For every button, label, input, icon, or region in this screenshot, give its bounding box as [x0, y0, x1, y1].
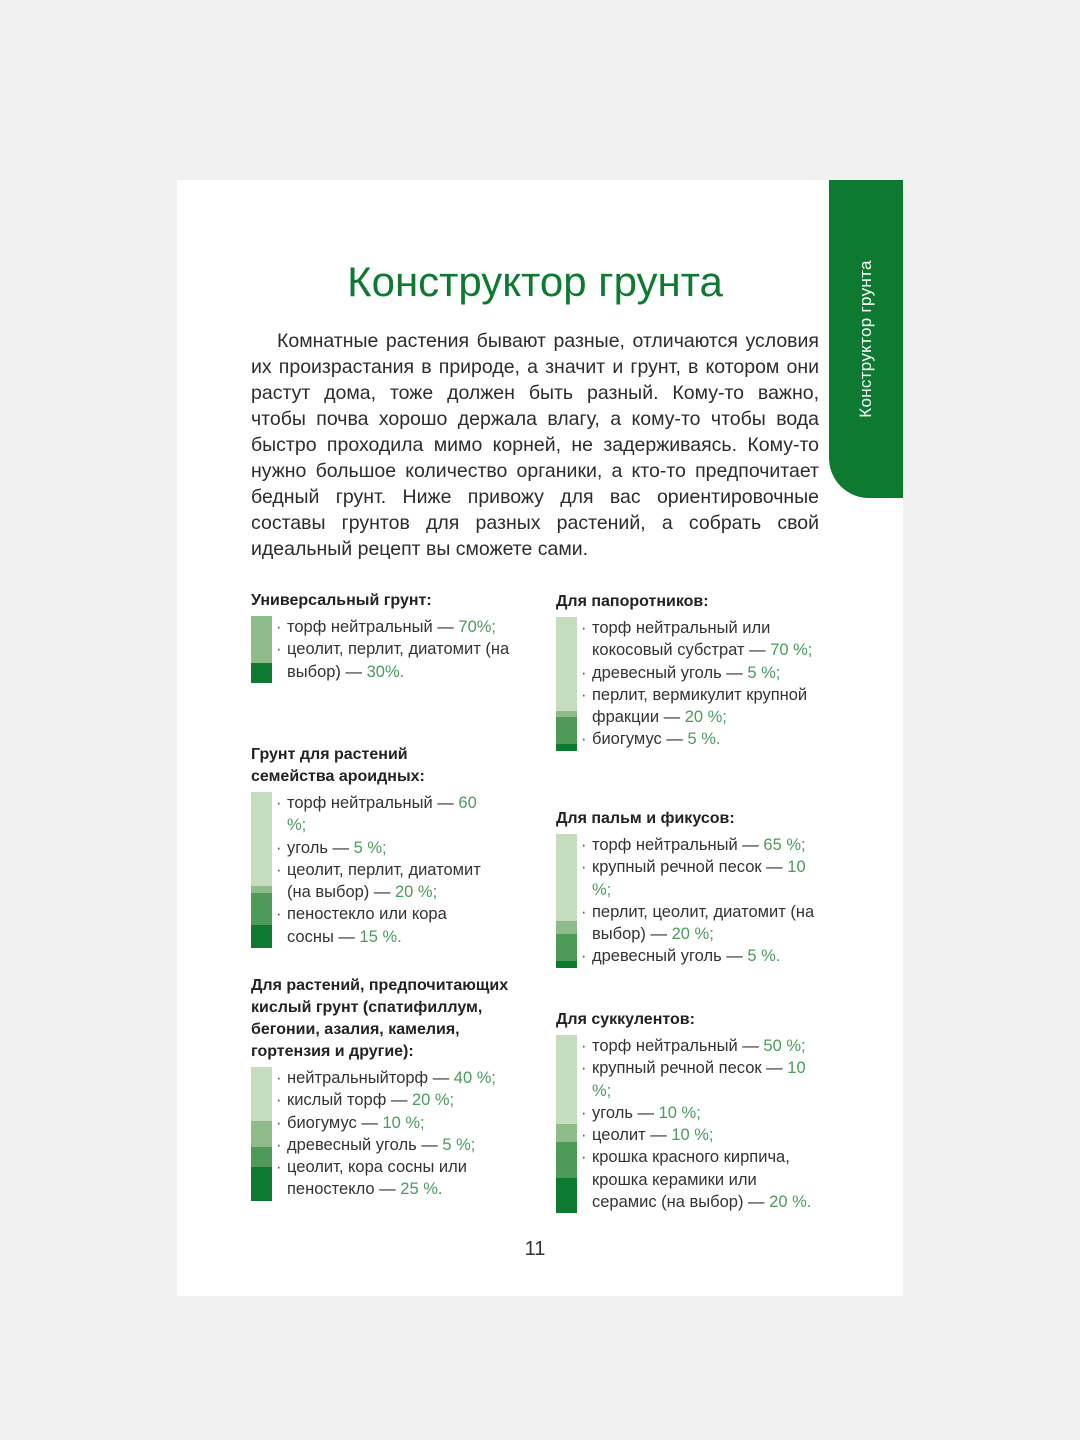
recipe-body [556, 617, 818, 751]
bar-segment [251, 792, 272, 886]
ingredient-item [287, 837, 491, 859]
ingredient-item [287, 792, 491, 837]
recipe-fern [556, 591, 818, 751]
bar-segment [556, 921, 577, 934]
bar-segment [251, 616, 272, 663]
bar-segment [251, 1067, 272, 1121]
bar-segment [556, 961, 577, 968]
ingredient-item [592, 901, 818, 946]
recipe-title: Для папоротников: [556, 593, 709, 610]
bar-segment [556, 1160, 577, 1178]
bar-segment [556, 617, 577, 711]
ingredient-percent: 10 %; [592, 1059, 806, 1100]
ingredient-percent: 10 %; [382, 1113, 425, 1132]
ingredient-text: цеолит, перлит, диатомит (на выбор) — [287, 860, 481, 902]
recipe-body [251, 616, 521, 683]
composition-bar [251, 1067, 272, 1201]
bar-segment [556, 834, 577, 921]
chapter-tab-label: Конструктор грунта [856, 260, 875, 418]
ingredient-item [592, 1124, 824, 1146]
ingredient-item [287, 903, 491, 948]
composition-bar [251, 792, 272, 948]
ingredient-list [592, 617, 818, 751]
ingredient-item [592, 1035, 824, 1057]
bar-segment [556, 1035, 577, 1124]
recipe-body [251, 792, 491, 948]
composition-bar [556, 1035, 577, 1213]
recipe-body [251, 1067, 513, 1201]
ingredient-list [592, 834, 818, 968]
ingredient-percent: 5 %; [353, 838, 387, 857]
ingredient-text: торф нейтральный — [592, 1037, 764, 1055]
bar-segment [556, 711, 577, 718]
ingredient-item [592, 1102, 824, 1124]
ingredient-item [592, 617, 818, 662]
ingredient-text: древесный уголь — [592, 947, 748, 966]
bar-segment [556, 1178, 577, 1214]
ingredient-item [592, 945, 818, 967]
ingredient-item [592, 728, 818, 750]
composition-bar [556, 617, 577, 751]
ingredient-text: древесный уголь — [287, 1135, 443, 1154]
bar-segment [251, 663, 272, 683]
bar-segment [251, 925, 272, 948]
ingredient-percent: 15 %. [359, 927, 402, 946]
ingredient-text: перлит, цеолит, диатомит (на выбор) — [592, 902, 815, 944]
ingredient-text: цеолит, перлит, диатомит (на выбор) — [287, 640, 510, 681]
ingredient-item [592, 1146, 824, 1213]
ingredient-text: цеолит — [592, 1126, 672, 1145]
bar-segment [251, 1147, 272, 1160]
ingredient-list [592, 1035, 824, 1213]
ingredient-percent: 20 %; [411, 1091, 455, 1110]
ingredient-percent: 50 %; [763, 1037, 806, 1055]
bar-segment [556, 717, 577, 744]
ingredient-percent: 70%; [458, 618, 496, 636]
bar-segment [251, 1167, 272, 1200]
recipe-succulent [556, 1009, 824, 1213]
page-number: 11 [524, 1238, 546, 1260]
recipe-title: Для суккулентов: [556, 1011, 695, 1028]
ingredient-percent: 20 %; [671, 925, 714, 944]
ingredient-text: крупный речной песок — [592, 858, 788, 877]
bar-segment [556, 744, 577, 751]
bar-segment [251, 886, 272, 894]
ingredient-item [592, 684, 818, 729]
ingredient-percent: 20 %; [394, 883, 438, 902]
ingredient-text: биогумус — [592, 730, 688, 749]
ingredient-text: крошка красного кирпича, крошка керамики или серамис (на выбор) — [592, 1148, 790, 1212]
recipe-title: Универсальный грунт: [251, 592, 432, 609]
ingredient-item [592, 856, 818, 901]
ingredient-percent: 40 %; [453, 1069, 496, 1087]
ingredient-text: крупный речной песок — [592, 1059, 788, 1078]
ingredient-text: уголь — [592, 1103, 659, 1122]
recipe-universal [251, 590, 521, 683]
ingredient-item [592, 834, 818, 856]
ingredient-percent: 20 %; [684, 708, 727, 727]
recipe-aroid [251, 744, 491, 948]
ingredient-item [287, 859, 491, 904]
bar-segment [251, 893, 272, 924]
ingredient-text: торф нейтральный — [287, 618, 459, 636]
ingredient-text: древесный уголь — [592, 663, 748, 682]
bar-segment [556, 1124, 577, 1142]
recipe-title: Для пальм и фикусов: [556, 810, 735, 827]
recipe-title: Грунт для растений семейства ароидных: [251, 746, 425, 785]
ingredient-list [287, 792, 491, 948]
bar-segment [556, 934, 577, 961]
ingredient-percent: 65 %; [763, 836, 806, 854]
recipe-body [556, 1035, 824, 1213]
intro-paragraph: Комнатные растения бывают разные, отличаются условия их произрастания в природе, а значит и грунт, в котором они растут дома, тоже должен быть разный. Кому-то важно, чтобы почва хорошо держала влагу, а кому-то чтобы вода быстро проходила мимо корней, не задерживаясь. Кому-то нужно большое количество органики, а кто-то предпочитает бедный грунт. Ниже привожу для вас ориентировочные составы грунтов для разных растений, а собрать свой идеальный рецепт вы сможете сами. [251, 330, 819, 560]
ingredient-percent: 10 %; [592, 858, 806, 899]
ingredient-item [592, 662, 818, 684]
ingredient-percent: 70 %; [770, 641, 813, 660]
ingredient-text: биогумус — [287, 1113, 383, 1132]
recipe-title: Для растений, предпочитающих кислый грунт (спатифиллум, бегонии, азалия, камелия, гортензия и другие): [251, 977, 509, 1060]
ingredient-list [287, 1067, 513, 1201]
ingredient-percent: 20 %. [769, 1193, 812, 1212]
ingredient-percent: 25 %. [400, 1180, 443, 1199]
ingredient-text: торф нейтральный или кокосовый субстрат — [592, 619, 771, 660]
ingredient-text: цеолит, кора сосны или пеностекло — [287, 1158, 467, 1199]
bar-segment [251, 1121, 272, 1148]
ingredient-item [287, 638, 521, 683]
ingredient-item [287, 1134, 513, 1156]
ingredient-percent: 5 %; [442, 1135, 476, 1154]
ingredient-text: торф нейтральный — [592, 836, 764, 854]
ingredient-percent: 5 %. [747, 947, 781, 966]
ingredient-percent: 10 %; [658, 1103, 701, 1122]
ingredient-text: уголь — [287, 838, 354, 857]
ingredient-item [287, 1112, 513, 1134]
composition-bar [251, 616, 272, 683]
ingredient-item [287, 1089, 513, 1111]
bar-segment [556, 1142, 577, 1160]
ingredient-percent: 60 %; [287, 794, 477, 835]
ingredient-percent: 5 %. [687, 730, 721, 749]
ingredient-text: нейтральныйторф — [287, 1069, 454, 1087]
ingredient-list [287, 616, 521, 683]
bar-segment [251, 1161, 272, 1168]
ingredient-item [592, 1057, 824, 1102]
ingredient-text: торф нейтральный — [287, 794, 459, 812]
ingredient-percent: 30%. [366, 662, 405, 681]
recipe-palm [556, 808, 818, 968]
page-title: Конструктор грунта [347, 258, 723, 305]
ingredient-text: пеностекло или кора сосны — [287, 905, 447, 946]
ingredient-text: кислый торф — [287, 1091, 412, 1110]
recipe-body [556, 834, 818, 968]
ingredient-text: перлит, вермикулит крупной фракции — [592, 685, 808, 727]
ingredient-item [287, 616, 521, 638]
ingredient-percent: 10 %; [671, 1126, 714, 1145]
ingredient-item [287, 1156, 513, 1201]
ingredient-percent: 5 %; [747, 663, 781, 682]
composition-bar [556, 834, 577, 968]
ingredient-item [287, 1067, 513, 1089]
recipe-acid [251, 975, 513, 1201]
